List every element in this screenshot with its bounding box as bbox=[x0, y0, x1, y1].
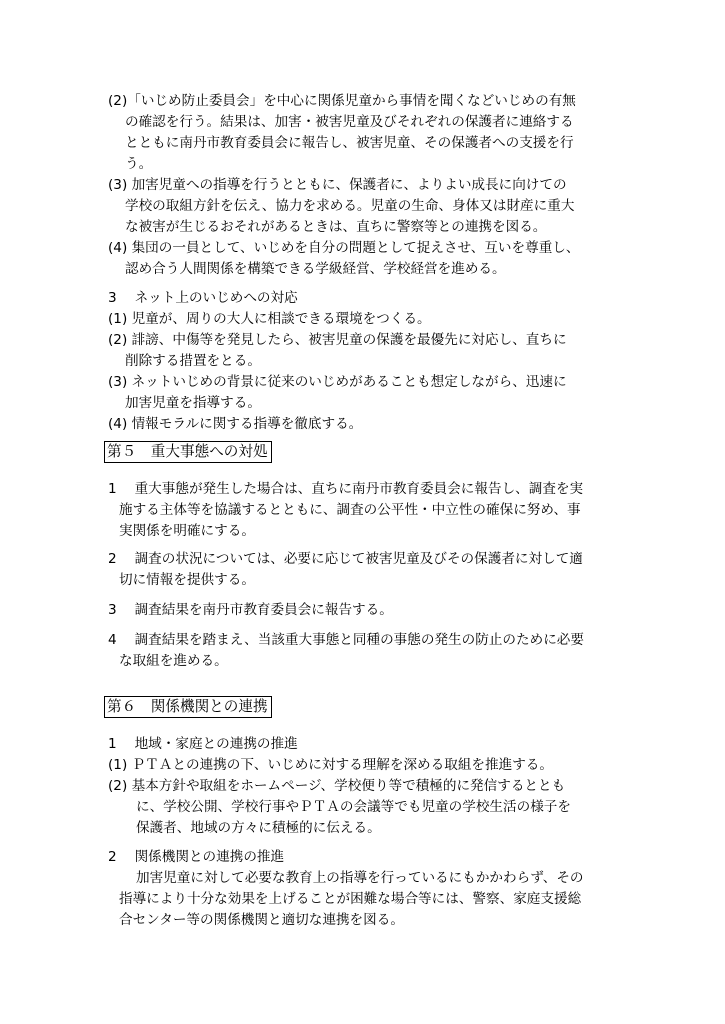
text-line: 合センター等の関係機関と適切な連携を図る。 bbox=[119, 912, 404, 928]
text-line: う。 bbox=[125, 156, 153, 172]
text-line: 1 重大事態が発生した場合は、直ちに南丹市教育委員会に報告し、調査を実 bbox=[108, 481, 584, 497]
section-heading-2: 2 関係機関との連携の推進 bbox=[108, 849, 285, 865]
text-line: 認め合う人間関係を構築できる学級経営、学校経営を進める。 bbox=[125, 261, 506, 277]
section-heading-1: 1 地域・家庭との連携の推進 bbox=[108, 736, 298, 752]
text-line: 学校の取組方針を伝え、協力を求める。児童の生命、身体又は財産に重大 bbox=[125, 198, 575, 214]
text-line: (3) 加害児童への指導を行うとともに、保護者に、よりよい成長に向けての bbox=[108, 177, 567, 193]
text-line: (1) ＰＴＡとの連携の下、いじめに対する理解を深める取組を推進する。 bbox=[108, 757, 553, 773]
text-line: 4 調査結果を踏まえ、当該重大事態と同種の事態の発生の防止のために必要 bbox=[108, 632, 584, 648]
text-line: な被害が生じるおそれがあるときは、直ちに警察等との連携を図る。 bbox=[125, 219, 547, 235]
text-line: (1) 児童が、周りの大人に相談できる環境をつくる。 bbox=[108, 311, 431, 327]
text-line: 施する主体等を協議するとともに、調査の公平性・中立性の確保に努め、事 bbox=[119, 502, 581, 518]
text-line: に、学校公開、学校行事やＰＴＡの会議等でも児童の学校生活の様子を bbox=[136, 799, 571, 815]
text-line: とともに南丹市教育委員会に報告し、被害児童、その保護者への支援を行 bbox=[125, 135, 574, 151]
text-line: な取組を進める。 bbox=[119, 653, 228, 669]
text-line: 2 調査の状況については、必要に応じて被害児童及びその保護者に対して適 bbox=[108, 551, 583, 567]
text-line: 削除する措置をとる。 bbox=[125, 353, 261, 369]
chapter-heading-5: 第５ 重大事態への対処 bbox=[104, 441, 272, 463]
text-line: 加害児童に対して必要な教育上の指導を行っているにもかかわらず、その bbox=[136, 870, 584, 886]
text-line: (2) 誹謗、中傷等を発見したら、被害児童の保護を最優先に対応し、直ちに bbox=[108, 332, 567, 348]
text-line: 切に情報を提供する。 bbox=[119, 572, 255, 588]
text-line: (2) 基本方針や取組をホームページ、学校便り等で積極的に発信するととも bbox=[108, 778, 566, 794]
chapter-heading-6: 第６ 関係機関との連携 bbox=[104, 696, 272, 718]
text-line: 保護者、地域の方々に積極的に伝える。 bbox=[136, 820, 381, 836]
text-line: の確認を行う。結果は、加害・被害児童及びそれぞれの保護者に連絡する bbox=[125, 114, 574, 130]
text-line: (4) 集団の一員として、いじめを自分の問題として捉えさせ、互いを尊重し、 bbox=[108, 240, 580, 256]
text-line: 3 調査結果を南丹市教育委員会に報告する。 bbox=[108, 602, 393, 618]
text-line: (2)「いじめ防止委員会」を中心に関係児童から事情を聞くなどいじめの有無 bbox=[108, 93, 576, 109]
text-line: 実関係を明確にする。 bbox=[119, 523, 255, 539]
section-heading-3: 3 ネット上のいじめへの対応 bbox=[108, 290, 298, 306]
text-line: (3) ネットいじめの背景に従来のいじめがあることも想定しながら、迅速に bbox=[108, 374, 567, 390]
text-line: (4) 情報モラルに関する指導を徹底する。 bbox=[108, 416, 363, 432]
text-line: 指導により十分な効果を上げることが困難な場合等には、警察、家庭支援総 bbox=[119, 891, 582, 907]
text-line: 加害児童を指導する。 bbox=[125, 395, 261, 411]
